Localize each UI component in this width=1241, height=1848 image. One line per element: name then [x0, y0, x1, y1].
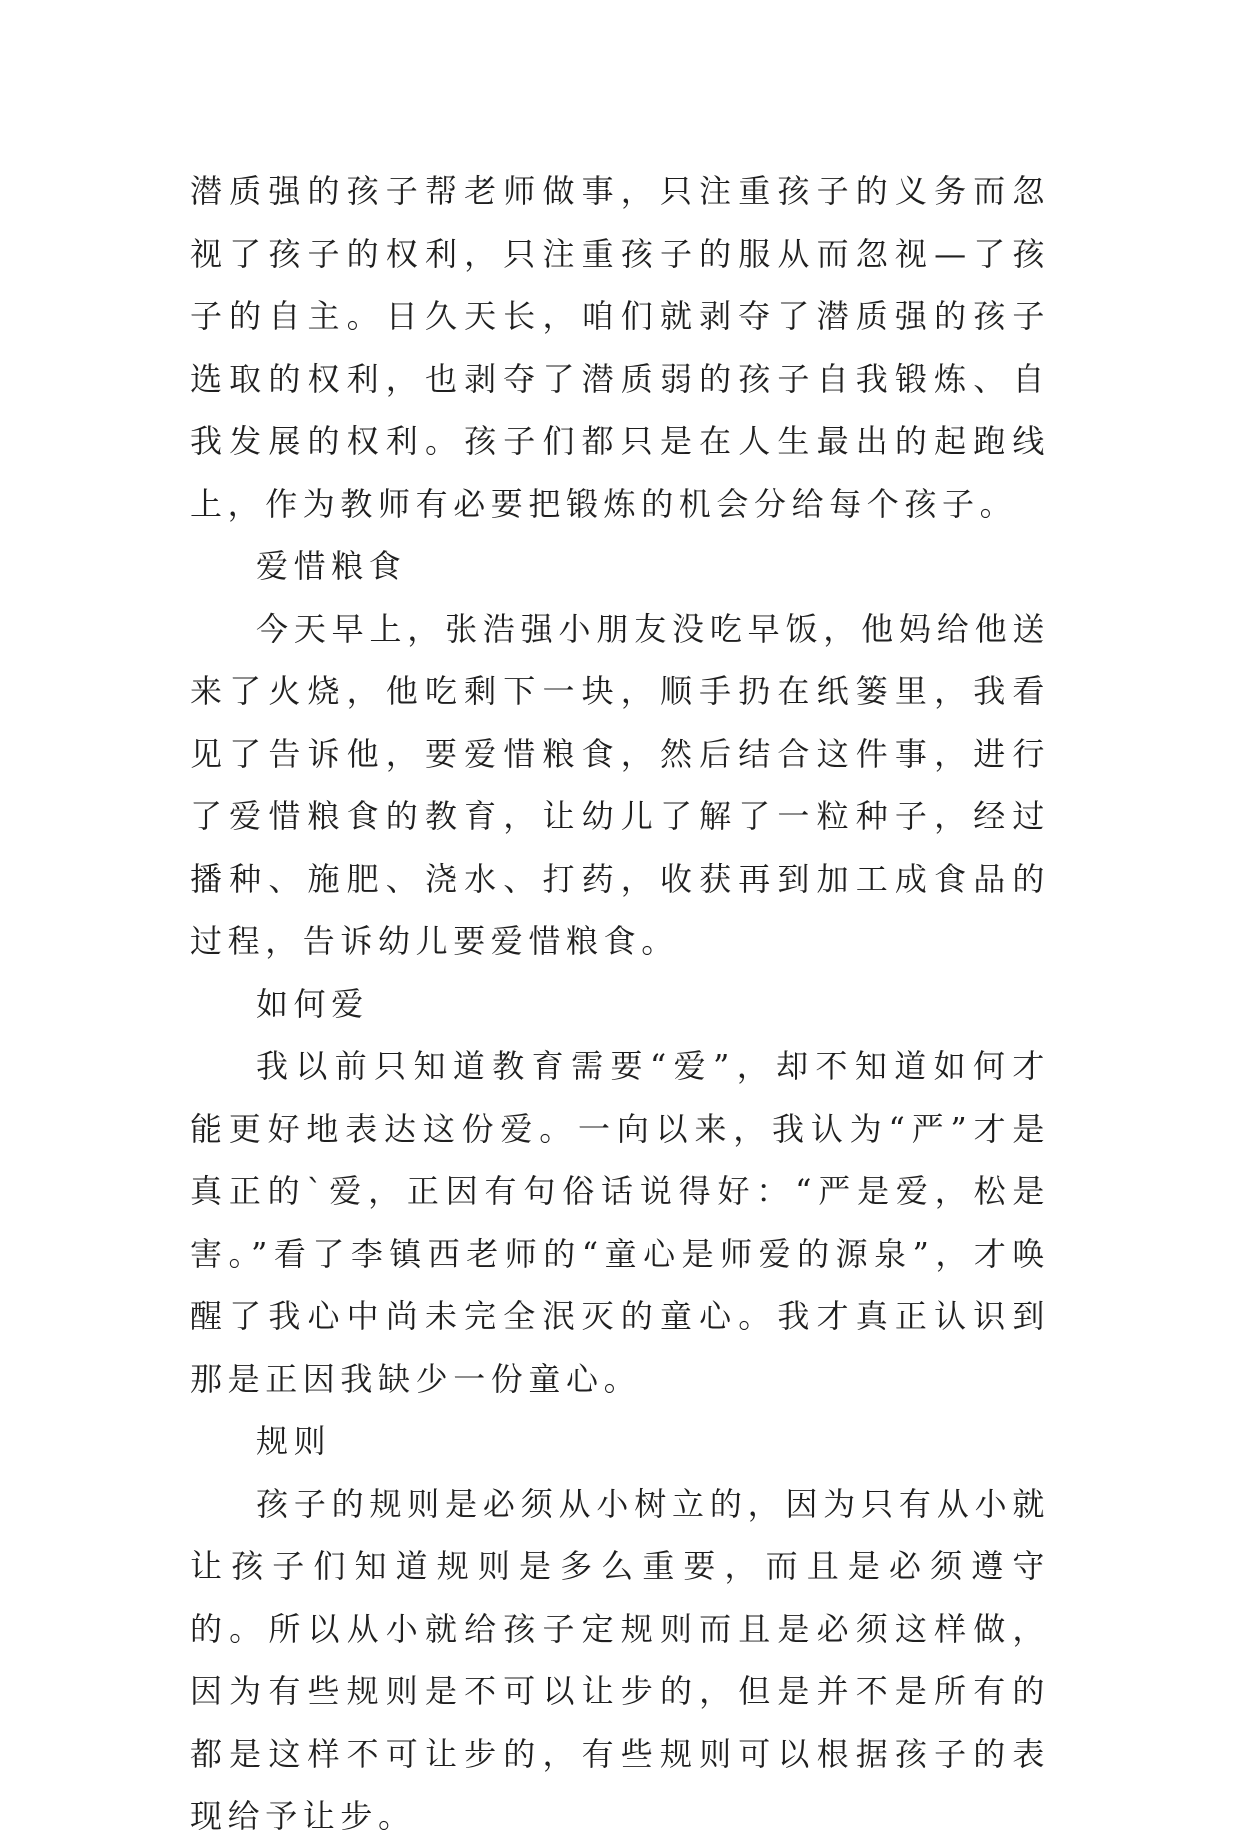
paragraph-continuation: 潜质强的孩子帮老师做事，只注重孩子的义务而忽视了孩子的权利，只注重孩子的服从而忽视—了孩子的自主。日久天长，咱们就剥夺了潜质强的孩子选取的权利，也剥夺了潜质弱的孩子自我锻炼、自我发展的权利。孩子们都只是在人生最出的起跑线上，作为教师有必要把锻炼的机会分给每个孩子。 [190, 172, 1050, 523]
document-body [190, 160, 1050, 1848]
section-heading-cherish-food: 爱惜粮食 [256, 547, 407, 585]
paragraph-cherish-food: 今天早上，张浩强小朋友没吃早饭，他妈给他送来了火烧，他吃剩下一块，顺手扔在纸篓里，我看见了告诉他，要爱惜粮食，然后结合这件事，进行了爱惜粮食的教育，让幼儿了解了一粒种子，经过播种、施肥、浇水、打药，收获再到加工成食品的过程，告诉幼儿要爱惜粮食。 [190, 609, 1050, 960]
paragraph-how-to-love: 我以前只知道教育需要“爱”，却不知道如何才能更好地表达这份爱。一向以来，我认为“严”才是真正的`爱，正因有句俗话说得好：“严是爱，松是害。”看了李镇西老师的“童心是师爱的源泉”，才唤醒了我心中尚未完全泯灭的童心。我才真正认识到那是正因我缺少一份童心。 [190, 1047, 1050, 1398]
section-heading-rules: 规则 [256, 1422, 332, 1460]
section-heading-how-to-love: 如何爱 [256, 984, 369, 1023]
paragraph-rules: 孩子的规则是必须从小树立的，因为只有从小就让孩子们知道规则是多么重要，而且是必须遵守的。所以从小就给孩子定规则而且是必须这样做，因为有些规则是不可以让步的，但是并不是所有的都是这样不可让步的，有些规则可以根据孩子的表现给予让步。 [190, 1484, 1050, 1835]
